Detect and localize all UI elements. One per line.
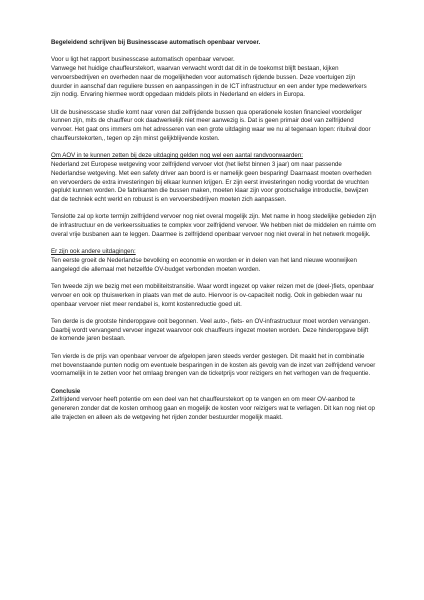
challenge-price-paragraph: Ten vierde is de prijs van openbaar vervoer de afgelopen jaren steeds verder gestegen. Dit maakt het in combinatie met bovenstaande punten nodig om eventuele besparingen in de kosten als gevolg van de inzet van zelfrijdend vervoer voornamelijk in te zetten voor het omlaag brengen van de ticketprijs voor reizigers en het verhogen van de frequentie. — [51, 352, 376, 378]
context-paragraph: Vanwege het huidige chauffeurstekort, waarvan verwacht wordt dat dit in de toekomst blijft bestaan, kijken vervoersbedrijven en overheden naar de mogelijkheden voor automatisch rijdende bussen. Deze voertuigen zijn duurder in aanschaf dan reguliere bussen en aanpassingen in de ICT infrastructuur en een ander type medewerkers zijn nodig. Ervaring hiermee wordt opgedaan middels pilots in Nederland en elders in Europa. — [51, 65, 367, 99]
intro-paragraph: Voor u ligt het rapport businesscase automatisch openbaar vervoer. — [51, 56, 235, 64]
legislation-paragraph: Nederland zet Europese wetgeving voor zelfrijdend vervoer vlot (het liefst binnen 3 jaar) om naar passende Nederlandse wetgeving. Met een safety driver aan boord is er namelijk geen besparing! Daarnaast moeten overheden en vervoerders de extra investeringen bij elkaar kunnen krijgen. Er zijn eerst investeringen nodig voordat de vruchten geplukt kunnen worden. De fabrikanten die bussen maken, moeten klaar zijn voor grootschalige introductie, bewijzen dat de techniek echt werkt en robuust is en vervoersbedrijven moeten zich aanpassen. — [51, 161, 372, 204]
limitations-paragraph: Tenslotte zal op korte termijn zelfrijdend vervoer nog niet overal mogelijk zijn. Met name in hoog stedelijke gebieden zijn de infrastructuur en de verkeerssituaties te complex voor zelfrijdend vervoer. We hebben niet de middelen en ruimte om overal vrije busbanen aan te leggen. Daarmee is zelfrijdend openbaar vervoer nog niet overal in het netwerk mogelijk. — [51, 213, 376, 238]
conclusion-heading: Conclusie — [51, 387, 81, 395]
conclusion-paragraph: Zelfrijdend vervoer heeft potentie om een deel van het chauffeurstekort op te vangen en om meer OV-aanbod te genereren zonder dat de kosten omhoog gaan en mogelijk de kosten voor reizigers wat te verlagen. Dit kan nog niet op alle trajecten en alleen als de wetgeving het rijden zonder bestuurder mogelijk maakt. — [51, 396, 375, 421]
document-title: Begeleidend schrijven bij Businesscase automatisch openbaar vervoer. — [51, 39, 261, 46]
challenge-hinder-paragraph: Ten derde is de grootste hinderopgave ooit begonnen. Veel auto-, fiets- en OV-infrastructuur moet worden vervangen. Daarbij wordt vervangend vervoer ingezet waarvoor ook chauffeurs ingezet moeten worden. Deze hinderopgave blijft de komende jaren bestaan. — [51, 317, 371, 343]
challenge-population-paragraph: Ten eerste groeit de Nederlandse bevolking en economie en worden er in delen van het land nieuwe woonwijken aangelegd die allemaal met hetzelfde OV-budget verbonden moeten worden. — [51, 256, 357, 273]
challenge-mobility-paragraph: Ten tweede zijn we bezig met een mobiliteitstransitie. Waar wordt ingezet op vaker reizen met de (deel-)fiets, openbaar vervoer en ook op thuiswerken in plaats van met de auto. Hiervoor is ov-capaciteit nodig. Ook in gebieden waar nu openbaar vervoer niet meer rendabel is, komt kostenreductie goed uit. — [51, 283, 374, 308]
businesscase-paragraph: Uit de businesscase studie komt naar voren dat zelfrijdende bussen qua operationele kosten financieel voordeliger kunnen zijn, mits de chauffeur ook daadwerkelijk niet meer aanwezig is. Dat is geen primair doel van zelfrijdend vervoer. Het gaat ons immers om het adresseren van een grote uitdaging waar we nu al tegenaan lopen: rituitval door chauffeurstekorten,, tegen op zijn minst gelijkblijvende kosten. — [51, 108, 371, 142]
section-heading-conditions: Om AOV in te kunnen zetten bij deze uitdaging gelden nog wel een aantal randvoorwaarden: — [51, 152, 303, 160]
section-heading-challenges: Er zijn ook andere uitdagingen: — [51, 248, 136, 256]
